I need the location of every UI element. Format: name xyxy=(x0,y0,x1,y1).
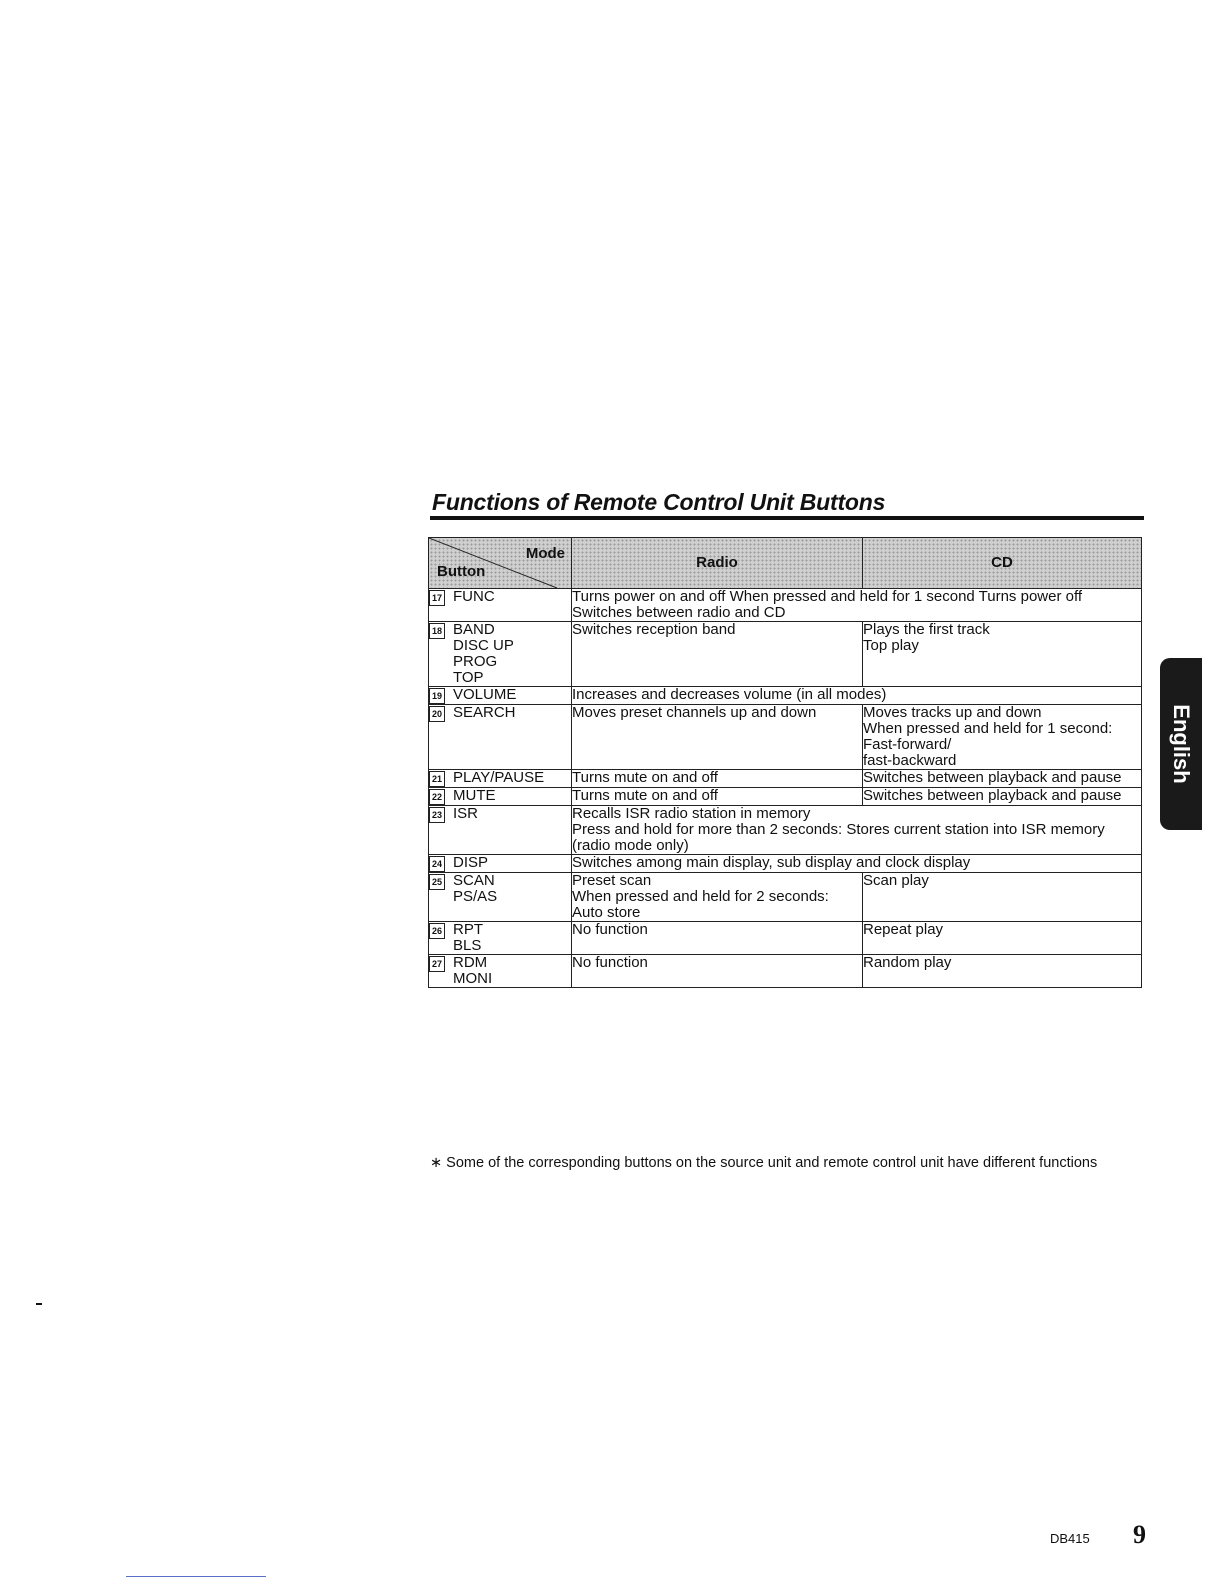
side-tab-label: English xyxy=(1169,704,1194,784)
button-name: MONI xyxy=(453,970,493,987)
button-name: TOP xyxy=(453,669,484,686)
function-text: Turns power on and off When pressed and held for 1 second Turns power off xyxy=(572,588,1083,605)
button-name: ISR xyxy=(453,805,479,822)
function-text: Turns mute on and off xyxy=(572,769,718,786)
function-text: Switches among main display, sub display and clock display xyxy=(572,854,971,871)
table-row xyxy=(429,922,1142,955)
radio-function-cell xyxy=(572,922,863,955)
cd-function-cell xyxy=(863,770,1142,788)
button-name: FUNC xyxy=(453,588,495,605)
radio-function-cell xyxy=(572,705,863,770)
radio-header-cell: Radio xyxy=(572,538,863,589)
function-text: (radio mode only) xyxy=(572,837,689,854)
button-names xyxy=(453,589,495,605)
button-name: VOLUME xyxy=(453,686,517,703)
function-text: Fast-forward/ xyxy=(863,736,952,753)
cd-function-cell xyxy=(863,922,1142,955)
function-text: Switches between radio and CD xyxy=(572,604,786,621)
margin-mark xyxy=(36,1303,42,1305)
function-text: When pressed and held for 1 second: xyxy=(863,720,1113,737)
combined-function-cell xyxy=(572,687,1142,705)
page-number: 9 xyxy=(1133,1520,1146,1549)
table-row xyxy=(429,687,1142,705)
button-name: PROG xyxy=(453,653,498,670)
function-text: Increases and decreases volume (in all modes) xyxy=(572,686,887,703)
function-text: Scan play xyxy=(863,872,929,889)
function-text: Turns mute on and off xyxy=(572,787,718,804)
button-number-badge: 20 xyxy=(429,706,445,722)
cd-function-cell xyxy=(863,955,1142,988)
table-header-row xyxy=(429,538,1142,589)
cd-function-cell xyxy=(863,705,1142,770)
button-cell xyxy=(429,855,572,873)
button-number-badge: 22 xyxy=(429,789,445,805)
radio-function-cell xyxy=(572,873,863,922)
button-cell xyxy=(429,806,572,855)
function-text: Plays the first track xyxy=(863,621,990,638)
corner-header-cell xyxy=(429,538,572,589)
button-name: BAND xyxy=(453,621,495,638)
button-names xyxy=(453,855,488,871)
language-side-tab xyxy=(1160,658,1202,830)
button-cell xyxy=(429,922,572,955)
function-text: When pressed and held for 2 seconds: xyxy=(572,888,829,905)
button-cell xyxy=(429,955,572,988)
button-name: MUTE xyxy=(453,787,496,804)
button-name: RDM xyxy=(453,954,488,971)
table-row xyxy=(429,622,1142,687)
button-name: PLAY/PAUSE xyxy=(453,769,545,786)
button-number-badge: 27 xyxy=(429,956,445,972)
functions-table xyxy=(428,537,1142,988)
combined-function-cell xyxy=(572,855,1142,873)
button-number-badge: 17 xyxy=(429,590,445,606)
function-text: Preset scan xyxy=(572,872,652,889)
table-row xyxy=(429,770,1142,788)
cd-function-cell xyxy=(863,873,1142,922)
function-text: Switches reception band xyxy=(572,621,736,638)
model-code: DB415 xyxy=(1050,1531,1090,1546)
table-row xyxy=(429,806,1142,855)
radio-function-cell xyxy=(572,622,863,687)
function-text: fast-backward xyxy=(863,752,957,769)
function-text: Moves preset channels up and down xyxy=(572,704,817,721)
table-row xyxy=(429,873,1142,922)
button-name: RPT xyxy=(453,921,483,938)
cd-function-cell xyxy=(863,622,1142,687)
button-cell xyxy=(429,622,572,687)
radio-function-cell xyxy=(572,955,863,988)
button-names xyxy=(453,873,497,905)
section-title: Functions of Remote Control Unit Buttons xyxy=(432,489,886,515)
button-number-badge: 26 xyxy=(429,923,445,939)
button-names xyxy=(453,922,483,954)
button-names xyxy=(453,806,478,822)
button-number-badge: 19 xyxy=(429,688,445,704)
button-name: SEARCH xyxy=(453,704,516,721)
button-names xyxy=(453,687,516,703)
button-cell xyxy=(429,589,572,622)
button-names xyxy=(453,622,514,686)
button-cell xyxy=(429,788,572,806)
function-text: Repeat play xyxy=(863,921,944,938)
radio-function-cell xyxy=(572,770,863,788)
table-row xyxy=(429,855,1142,873)
function-text: Auto store xyxy=(572,904,641,921)
button-names xyxy=(453,955,492,987)
button-names xyxy=(453,770,544,786)
cd-function-cell xyxy=(863,788,1142,806)
cd-header-cell: CD xyxy=(863,538,1142,589)
table-row xyxy=(429,589,1142,622)
button-header-label: Button xyxy=(437,563,486,580)
function-text: Switches between playback and pause xyxy=(863,787,1122,804)
button-cell xyxy=(429,770,572,788)
button-number-badge: 25 xyxy=(429,874,445,890)
button-cell xyxy=(429,873,572,922)
button-names xyxy=(453,705,516,721)
button-cell xyxy=(429,687,572,705)
function-text: Press and hold for more than 2 seconds: Stores current station into ISR memory xyxy=(572,821,1105,838)
button-cell xyxy=(429,705,572,770)
button-name: BLS xyxy=(453,937,482,954)
function-text: Switches between playback and pause xyxy=(863,769,1122,786)
bottom-rule xyxy=(126,1576,266,1577)
button-number-badge: 23 xyxy=(429,807,445,823)
button-number-badge: 24 xyxy=(429,856,445,872)
function-text: Recalls ISR radio station in memory xyxy=(572,805,811,822)
function-text: Top play xyxy=(863,637,919,654)
table-row xyxy=(429,955,1142,988)
table-row xyxy=(429,788,1142,806)
function-text: Random play xyxy=(863,954,952,971)
button-name: DISC UP xyxy=(453,637,514,654)
mode-header-label: Mode xyxy=(525,545,565,562)
combined-function-cell xyxy=(572,806,1142,855)
title-rule xyxy=(430,516,1144,520)
footnote: ∗ Some of the corresponding buttons on the source unit and remote control unit have different functions xyxy=(430,1155,1098,1171)
table-row xyxy=(429,705,1142,770)
button-name: PS/AS xyxy=(453,888,498,905)
button-number-badge: 21 xyxy=(429,771,445,787)
function-text: No function xyxy=(572,954,648,971)
function-text: No function xyxy=(572,921,648,938)
button-names xyxy=(453,788,496,804)
button-number-badge: 18 xyxy=(429,623,445,639)
function-text: Moves tracks up and down xyxy=(863,704,1042,721)
combined-function-cell xyxy=(572,589,1142,622)
radio-function-cell xyxy=(572,788,863,806)
button-name: DISP xyxy=(453,854,489,871)
button-name: SCAN xyxy=(453,872,495,889)
